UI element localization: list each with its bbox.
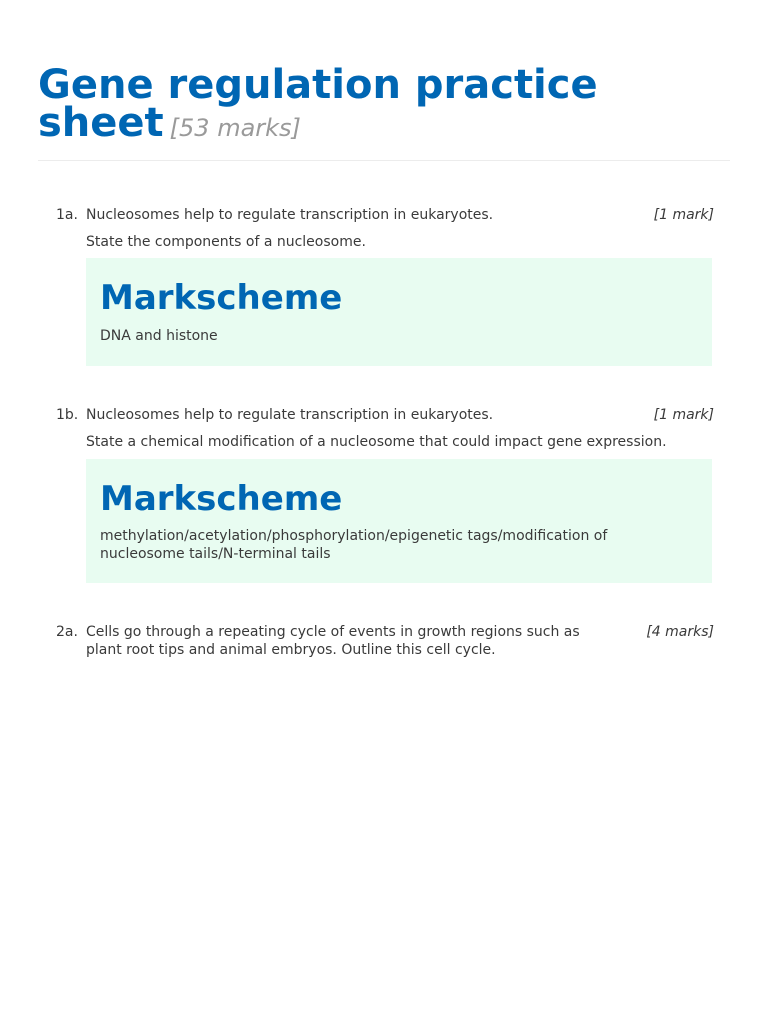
markscheme-1b [86, 459, 712, 583]
question-number: 1b. [56, 407, 79, 423]
markscheme-title: Markscheme [100, 479, 343, 519]
question-marks: [1 mark] [653, 407, 714, 423]
markscheme-1a [86, 258, 712, 366]
question-1a [56, 206, 716, 250]
markscheme-title: Markscheme [100, 278, 343, 318]
question-text: Nucleosomes help to regulate transcription in eukaryotes. [86, 407, 494, 423]
question-marks: [4 marks] [646, 624, 714, 640]
question-text: Cells go through a repeating cycle of events in growth regions such as plant root tips and animal embryos. Outline this cell cycle. [86, 624, 580, 658]
title-line-2-text: sheet [38, 100, 164, 146]
title-line-2 [38, 100, 730, 147]
title-line-1: Gene regulation practice [38, 62, 598, 108]
total-marks: [53 marks] [169, 114, 301, 142]
question-marks: [1 mark] [653, 207, 714, 223]
question-number: 2a. [56, 624, 78, 640]
question-1b [56, 406, 716, 450]
question-prompt: State a chemical modification of a nucleosome that could impact gene expression. [86, 434, 667, 450]
markscheme-answer: methylation/acetylation/phosphorylation/epigenetic tags/modification of nucleosome tails/N-terminal tails [100, 528, 608, 562]
title-divider [38, 160, 730, 161]
markscheme-answer: DNA and histone [100, 328, 218, 344]
question-text: Nucleosomes help to regulate transcription in eukaryotes. [86, 207, 494, 223]
question-number: 1a. [56, 207, 78, 223]
question-prompt: State the components of a nucleosome. [86, 234, 366, 250]
page-title [38, 62, 730, 147]
question-2a [56, 623, 716, 663]
